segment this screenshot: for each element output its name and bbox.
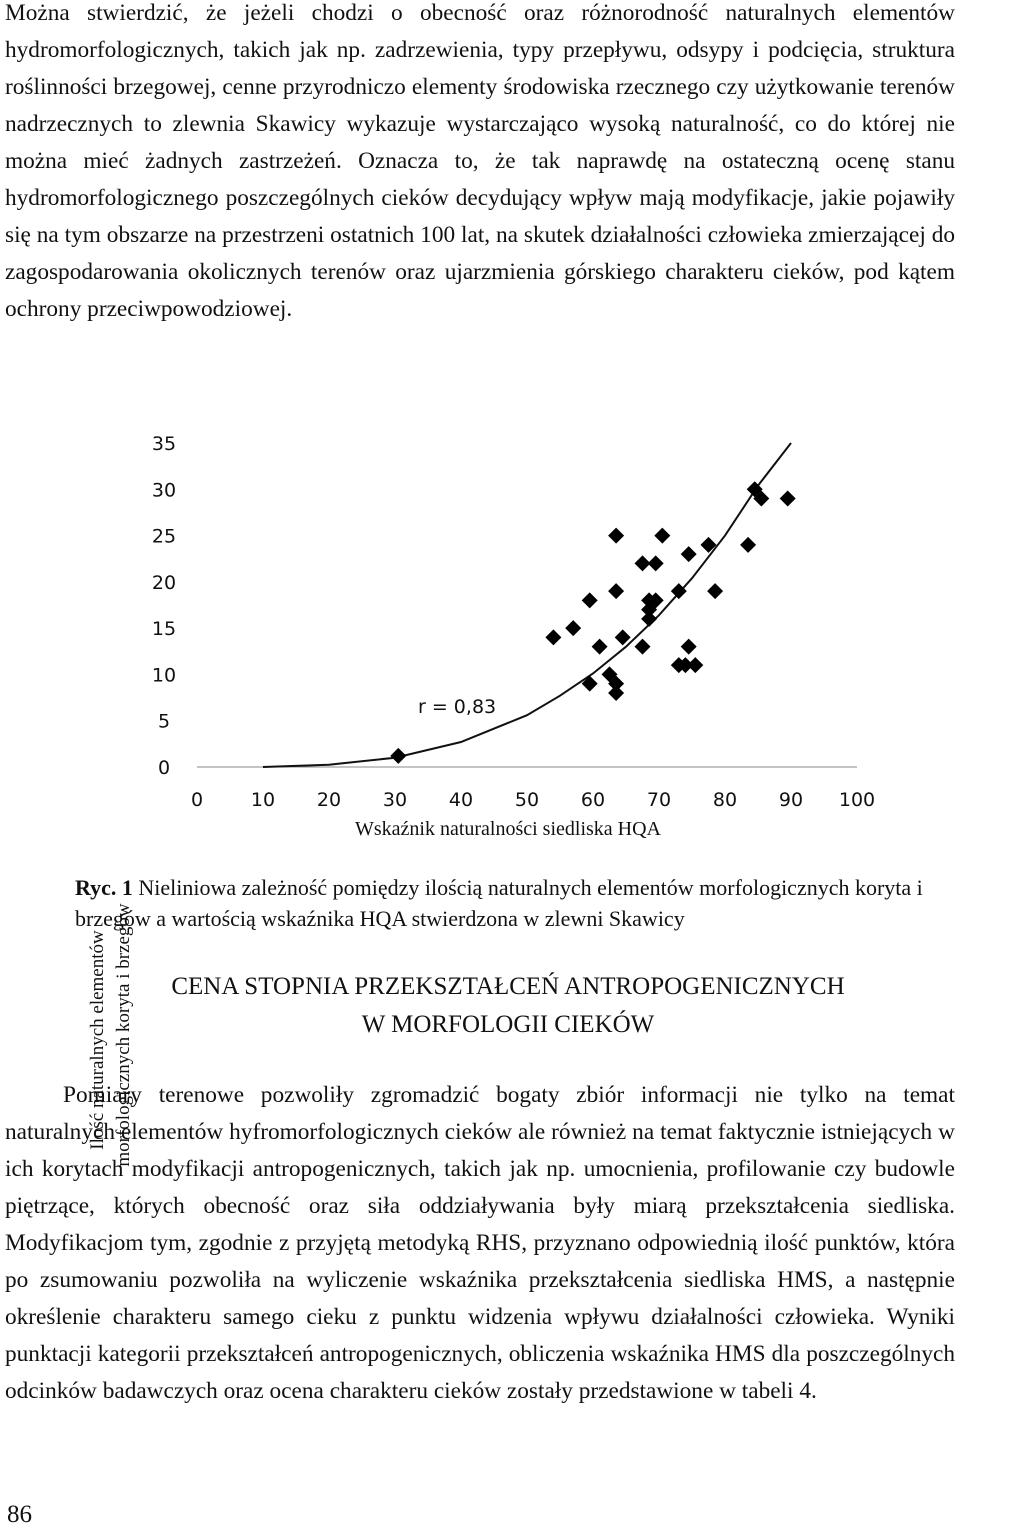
y-tick-label: 35: [151, 433, 177, 455]
x-axis-title: Wskaźnik naturalności siedliska HQA: [354, 818, 662, 840]
y-axis-title-line1: Ilość naturalnych elementów: [87, 930, 108, 1150]
data-point: [390, 748, 406, 764]
data-point: [592, 639, 608, 655]
data-points: [390, 481, 795, 764]
data-point: [648, 555, 664, 571]
data-point: [582, 592, 598, 608]
data-point: [582, 676, 598, 692]
section-heading-line2: W MORFOLOGII CIEKÓW: [361, 1011, 655, 1038]
x-tick-label: 20: [316, 789, 342, 811]
data-point: [707, 583, 723, 599]
data-point: [635, 639, 651, 655]
y-tick-label: 5: [157, 710, 171, 733]
data-point: [615, 629, 631, 645]
data-point: [740, 537, 756, 553]
data-point: [780, 491, 796, 507]
section-heading-line1: CENA STOPNIA PRZEKSZTAŁCEŃ ANTROPOGENICZNYCH: [171, 973, 845, 1000]
x-tick-label: 10: [250, 789, 276, 811]
y-tick-label: 30: [151, 479, 177, 502]
trend-curve: [263, 443, 791, 767]
page-number: 86: [7, 1501, 32, 1528]
x-tick-label: 60: [580, 789, 606, 811]
y-tick-label: 15: [151, 618, 177, 641]
x-tick-label: 30: [382, 789, 408, 811]
section-heading: [0, 968, 1016, 1044]
data-point: [608, 685, 624, 701]
y-tick-label: 25: [151, 525, 177, 548]
y-axis-title-line2: morfologicznych koryta i brzegów: [113, 903, 134, 1167]
data-point: [681, 639, 697, 655]
x-tick-label: 50: [514, 789, 540, 811]
x-tick-label: 40: [448, 789, 474, 811]
y-tick-label: 20: [151, 571, 177, 594]
figure-caption-label: Ryc. 1: [75, 875, 133, 900]
x-tick-label: 100: [838, 789, 876, 811]
data-point: [681, 546, 697, 562]
data-point: [687, 657, 703, 673]
body-paragraph-1: Można stwierdzić, że jeżeli chodzi o obecność oraz różnorodność naturalnych elementów hydromorfologicznych, takich jak np. zadrzewienia, typy przepływu, odsypy i podcięcia, struktura roślinności brzegowej, cenne przyrodniczo elementy środowiska rzecznego czy użytkowanie terenów nadrzecznych to zlewnia Skawicy wykazuje wystarczająco wysoką naturalność, co do której nie można mieć żadnych zastrzeżeń. Oznacza to, że tak naprawdę na ostateczną ocenę stanu hydromorfologicznego poszczególnych cieków decydujący wpływ mają modyfikacje, jakie pojawiły się na tym obszarze na przestrzeni ostatnich 100 lat, na skutek działalności człowieka zmierzającej do zagospodarowania okolicznych terenów oraz ujarzmienia górskiego charakteru cieków, pod kątem ochrony przeciwpowodziowej.: [5, 0, 955, 322]
body-paragraph-2: Pomiary terenowe pozwoliły zgromadzić bogaty zbiór informacji nie tylko na temat naturalnych elementów hyfromorfologicznych cieków ale również na temat faktycznie istniejących w ich korytach modyfikacji antropogenicznych, takich jak np. umocnienia, profilowanie czy budowle piętrzące, których obecność oraz siła oddziaływania były miarą przekształcenia siedliska. Modyfikacjom tym, zgodnie z przyjętą metodyką RHS, przyznano odpowiednią ilość punktów, która po zsumowaniu pozwoliła na wyliczenie wskaźnika przekształcenia siedliska HMS, a następnie określenie charakteru samego cieku z punktu widzenia wpływu działalności człowieka. Wyniki punktacji kategorii przekształceń antropogenicznych, obliczenia wskaźnika HMS dla poszczególnych odcinków badawczych oraz ocena charakteru cieków zostały przedstawione w tabeli 4.: [5, 1082, 955, 1404]
figure-caption: [75, 872, 935, 934]
y-tick-label: 10: [151, 664, 177, 687]
y-tick-label: 0: [157, 757, 171, 779]
data-point: [608, 528, 624, 544]
x-axis-ticks: [191, 789, 875, 811]
data-point: [654, 528, 670, 544]
figure-caption-text: Nieliniowa zależność pomiędzy ilością naturalnych elementów morfologicznych koryta i brzegów a wartością wskaźnika HQA stwierdzona w zlewni Skawicy: [75, 875, 923, 931]
data-point: [608, 583, 624, 599]
data-point: [565, 620, 581, 636]
data-point: [545, 629, 561, 645]
x-tick-label: 80: [712, 789, 738, 811]
x-tick-label: 90: [778, 789, 804, 811]
y-axis-ticks: [152, 433, 176, 779]
x-tick-label: 0: [190, 789, 204, 811]
x-tick-label: 70: [646, 789, 672, 811]
correlation-annotation: r = 0,83: [418, 696, 497, 718]
